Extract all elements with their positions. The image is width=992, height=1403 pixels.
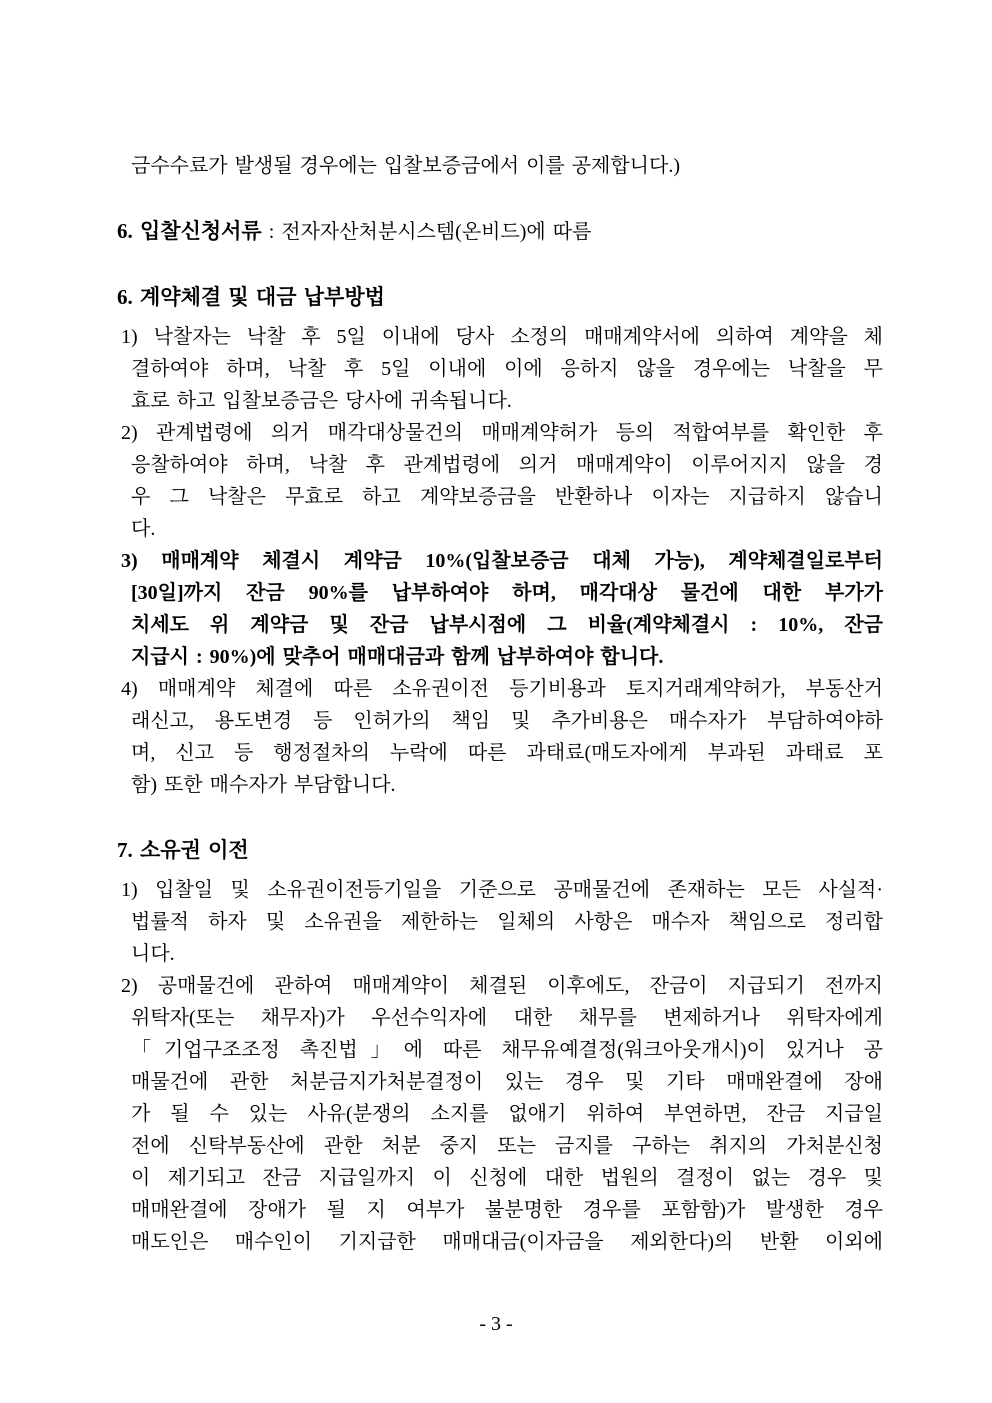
text-line: 이 제기되고 잔금 지급일까지 이 신청에 대한 법원의 결정이 없는 경우 및 — [131, 1167, 883, 1189]
section-heading — [117, 834, 883, 866]
heading-bold-text: 6. 입찰신청서류 — [117, 219, 262, 243]
numbered-item — [117, 970, 883, 1258]
text-line: 위탁자(또는 채무자)가 우선수익자에 대한 채무를 변제하거나 위탁자에게 — [131, 1007, 883, 1029]
text-line: 매매완결에 장애가 될 지 여부가 불분명한 경우를 포함함)가 발생한 경우 — [131, 1199, 883, 1221]
numbered-item — [117, 673, 883, 801]
text-line: [30일]까지 잔금 90%를 납부하여야 하며, 매각대상 물건에 대한 부가가 — [131, 582, 883, 604]
numbered-item — [117, 545, 883, 673]
text-line: 효로 하고 입찰보증금은 당사에 귀속됩니다. — [131, 390, 512, 412]
text-line: 우 그 낙찰은 무효로 하고 계약보증금을 반환하나 이자는 지급하지 않습니 — [131, 486, 883, 508]
text-line: 3) 매매계약 체결시 계약금 10%(입찰보증금 대체 가능), 계약체결일로부터 — [121, 550, 883, 572]
text-line: 매도인은 매수인이 기지급한 매매대금(이자금을 제외한다)의 반환 이외에 — [131, 1231, 883, 1253]
text-line: 치세도 위 계약금 및 잔금 납부시점에 그 비율(계약체결시 : 10%, 잔금 — [131, 614, 883, 636]
text-line: 금수수료가 발생될 경우에는 입찰보증금에서 이를 공제합니다.) — [131, 155, 680, 177]
text-line: 1) 입찰일 및 소유권이전등기일을 기준으로 공매물건에 존재하는 모든 사실적· — [121, 879, 883, 901]
text-line: 다. — [131, 518, 156, 540]
text-line: 1) 낙찰자는 낙찰 후 5일 이내에 당사 소정의 매매계약서에 의하여 계약을 체 — [121, 326, 883, 348]
text-line: 가 될 수 있는 사유(분쟁의 소지를 없애기 위하여 부연하면, 잔금 지급일 — [131, 1103, 883, 1125]
section-heading — [117, 215, 883, 248]
numbered-item — [117, 321, 883, 417]
text-line: 니다. — [131, 943, 175, 965]
text-line: 2) 관계법령에 의거 매각대상물건의 매매계약허가 등의 적합여부를 확인한 후 — [121, 422, 883, 444]
text-line: 래신고, 용도변경 등 인허가의 책임 및 추가비용은 매수자가 부담하여야하 — [131, 710, 883, 732]
numbered-item — [117, 874, 883, 970]
heading-text: 6. 계약체결 및 대금 납부방법 — [117, 285, 385, 309]
paragraph-continuation — [117, 150, 883, 182]
numbered-item — [117, 417, 883, 545]
text-line: 4) 매매계약 체결에 따른 소유권이전 등기비용과 토지거래계약허가, 부동산거 — [121, 678, 883, 700]
text-line: 전에 신탁부동산에 관한 처분 중지 또는 금지를 구하는 취지의 가처분신청 — [131, 1135, 883, 1157]
text-line: 매물건에 관한 처분금지가처분결정이 있는 경우 및 기타 매매완결에 장애 — [131, 1071, 883, 1093]
section-heading — [117, 281, 883, 313]
heading-regular-text: : 전자자산처분시스템(온비드)에 따름 — [261, 221, 592, 243]
text-line: 며, 신고 등 행정절차의 누락에 따른 과태료(매도자에게 부과된 과태료 포 — [131, 742, 883, 764]
text-line: 법률적 하자 및 소유권을 제한하는 일체의 사항은 매수자 책임으로 정리합 — [131, 911, 883, 933]
text-line: 응찰하여야 하며, 낙찰 후 관계법령에 의거 매매계약이 이루어지지 않을 경 — [131, 454, 883, 476]
text-line: 「기업구조조정 촉진법」에 따른 채무유예결정(워크아웃개시)이 있거나 공 — [131, 1039, 883, 1061]
text-line: 함) 또한 매수자가 부담합니다. — [131, 774, 396, 796]
text-line: 결하여야 하며, 낙찰 후 5일 이내에 이에 응하지 않을 경우에는 낙찰을 무 — [131, 358, 883, 380]
text-line: 지급시 : 90%)에 맞추어 매매대금과 함께 납부하여야 합니다. — [131, 646, 664, 668]
page-number: - 3 - — [479, 1313, 513, 1335]
text-line: 2) 공매물건에 관하여 매매계약이 체결된 이후에도, 잔금이 지급되기 전까지 — [121, 975, 883, 997]
heading-text: 7. 소유권 이전 — [117, 838, 249, 862]
